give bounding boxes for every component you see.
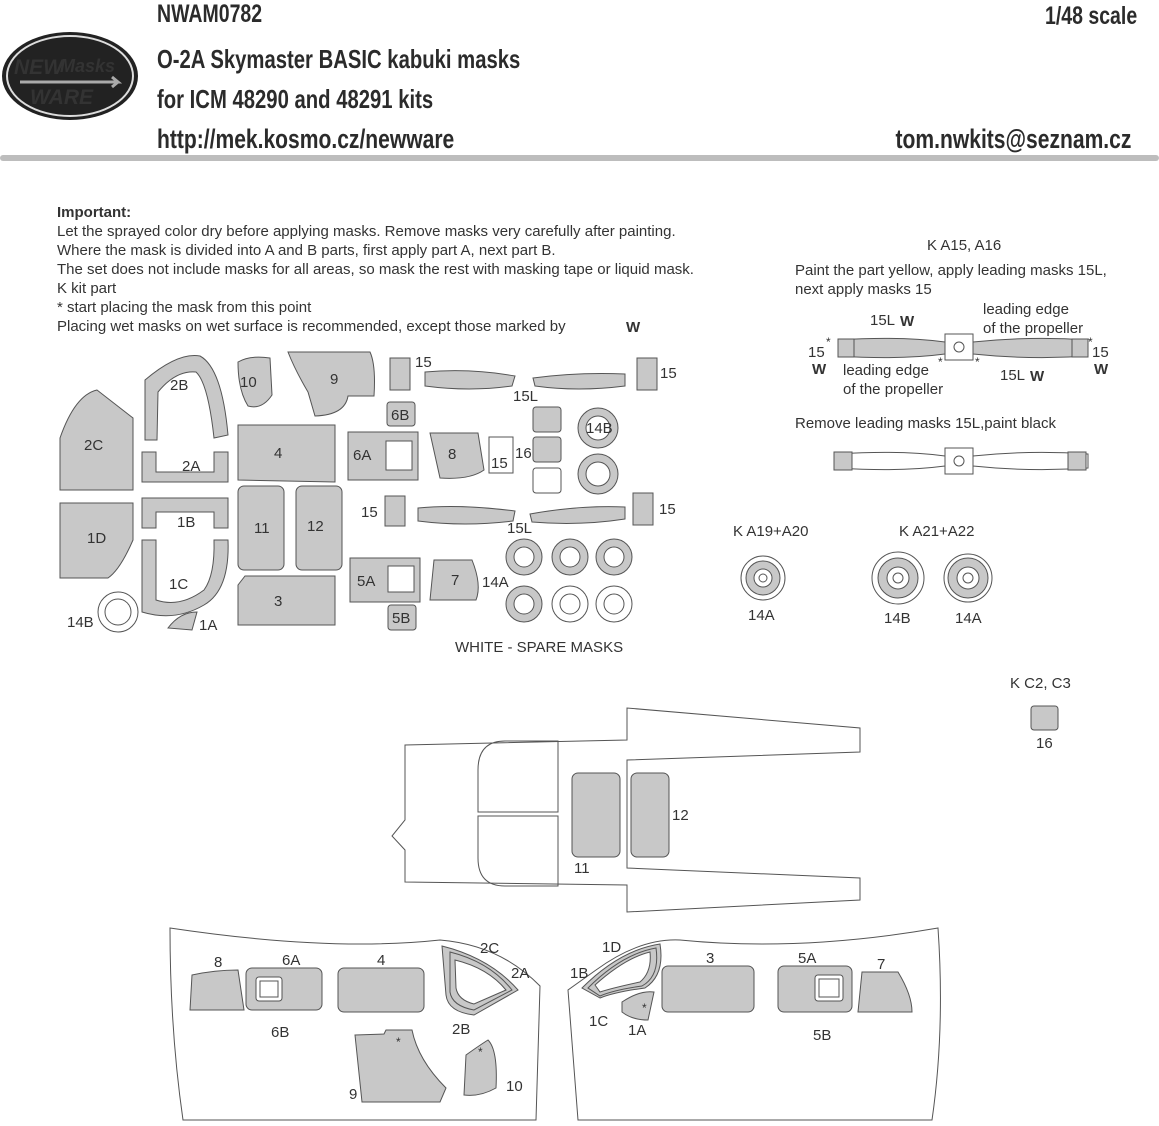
mask-label: 5A: [357, 573, 376, 590]
prop-step1b: next apply masks 15: [795, 281, 932, 298]
side-view-right: [568, 928, 940, 1120]
mask-label: 10: [240, 374, 257, 391]
prop-kit-ref: K A15, A16: [927, 237, 1002, 254]
mask-label: 15L: [507, 520, 533, 537]
mask-label: 8: [214, 954, 223, 971]
mask-label: 12: [672, 807, 689, 824]
mask-label: 6B: [391, 407, 410, 424]
mask-label: 7: [877, 956, 886, 973]
website-link[interactable]: http://mek.kosmo.cz/newware: [157, 124, 455, 154]
start-point-marker: *: [478, 1045, 483, 1059]
mask-label: 7: [451, 572, 460, 589]
mask-label: 14A: [748, 607, 775, 624]
mask-label: 15: [659, 501, 676, 518]
mask-7: [858, 972, 912, 1012]
mask-4: [338, 968, 424, 1012]
mask-label: 14B: [884, 610, 911, 627]
mask-16: [1031, 706, 1058, 730]
leading-edge-label: of the propeller: [843, 381, 944, 398]
start-point-marker: *: [1088, 335, 1093, 349]
wheel-diagram-a19: [741, 556, 785, 624]
email-link[interactable]: tom.nwkits@seznam.cz: [895, 124, 1131, 154]
mask-label: 15: [415, 354, 432, 371]
start-point-marker: *: [975, 355, 980, 369]
mask-8: [430, 433, 484, 478]
mask-label: 1D: [87, 530, 107, 547]
mask-label: 14B: [67, 614, 94, 631]
mask-label: 6B: [271, 1024, 290, 1041]
mask-label: 1C: [169, 576, 189, 593]
mask-label: 11: [574, 860, 590, 877]
leading-edge-label: of the propeller: [983, 320, 1084, 337]
mask-label: 1B: [570, 965, 589, 982]
wheel-kit-ref-b: K A21+A22: [899, 523, 975, 540]
mask-label: 15L: [513, 388, 539, 405]
mask-15l: [418, 507, 515, 524]
mask-label: 9: [349, 1086, 358, 1103]
spare-masks-label: WHITE - SPARE MASKS: [455, 639, 624, 656]
wheel-kit-ref-a: K A19+A20: [733, 523, 809, 540]
instruction-line: K kit part: [57, 280, 117, 297]
mask-label: 15: [361, 504, 378, 521]
mask-label: 2C: [84, 437, 104, 454]
fuselage-top-view: [392, 708, 860, 912]
svg-text:Masks: Masks: [60, 56, 116, 76]
mask-15: [390, 358, 410, 390]
mask-label: 8: [448, 446, 457, 463]
mask-15: [633, 493, 653, 525]
instructions-heading: Important:: [57, 204, 132, 221]
scale-label: 1/48 scale: [1044, 2, 1137, 30]
mask-15l: [530, 507, 625, 524]
mask-label: 3: [706, 950, 715, 967]
wet-marker-icon: W: [812, 361, 827, 378]
mask-label: 3: [274, 593, 283, 610]
mask-label: 14A: [955, 610, 982, 627]
mask-label: 1C: [589, 1013, 609, 1030]
mask-label: 16: [515, 445, 532, 462]
leading-edge-label: leading edge: [983, 301, 1069, 318]
mask-12: [631, 773, 669, 857]
light-kit-ref: K C2, C3: [1010, 675, 1071, 692]
svg-text:NEW: NEW: [14, 56, 63, 79]
wet-marker-icon: W: [1094, 361, 1109, 378]
product-title: O-2A Skymaster BASIC kabuki masks: [157, 44, 521, 74]
mask-15l: [425, 371, 515, 389]
start-point-marker: *: [396, 1035, 401, 1049]
mask-4: [238, 425, 335, 482]
mask-2b: [145, 356, 228, 441]
mask-label: 9: [330, 371, 339, 388]
wet-marker-icon: W: [626, 319, 641, 336]
mask-3: [238, 576, 335, 625]
mask-label: 1B: [177, 514, 196, 531]
start-point-marker: *: [826, 335, 831, 349]
mask-label: 15L: [870, 312, 896, 329]
instruction-line: Placing wet masks on wet surface is recommended, except those marked by: [57, 318, 566, 335]
instruction-line: Where the mask is divided into A and B parts, first apply part A, next part B.: [57, 242, 556, 259]
product-code: NWAM0782: [157, 0, 263, 28]
mask-15: [637, 358, 657, 390]
propeller-diagram-1: [808, 312, 1109, 385]
prop-step1: Paint the part yellow, apply leading masks 15L,: [795, 262, 1107, 279]
prop-step2: Remove leading masks 15L,paint black: [795, 415, 1056, 432]
mask-11: [572, 773, 620, 857]
mask-label: 5B: [813, 1027, 832, 1044]
wheel-diagram-a21: [872, 552, 992, 627]
mask-label: 6A: [353, 447, 372, 464]
mask-label: 14B: [586, 420, 613, 437]
propeller-diagram-2: [834, 448, 1088, 474]
mask-label: 2B: [452, 1021, 471, 1038]
mask-label: 10: [506, 1078, 523, 1095]
mask-label: 14A: [482, 574, 509, 591]
mask-label: 16: [1036, 735, 1053, 752]
mask-label: 6A: [282, 952, 301, 969]
mask-label: 15: [1092, 344, 1109, 361]
mask-label: 1A: [628, 1022, 647, 1039]
mask-label: 12: [307, 518, 324, 535]
instruction-line: Let the sprayed color dry before applying masks. Remove masks very carefully after painting.: [57, 223, 676, 240]
instruction-line: The set does not include masks for all areas, so mask the rest with masking tape or liquid mask.: [57, 261, 694, 278]
mask-16-spare: [533, 468, 561, 493]
instruction-line: * start placing the mask from this point: [57, 299, 312, 316]
mask-label: 5B: [392, 610, 411, 627]
mask-15l: [533, 374, 625, 390]
mask-label: 2A: [511, 965, 530, 982]
mask-label: 2B: [170, 377, 189, 394]
mask-8: [190, 970, 244, 1010]
mask-label: 2A: [182, 458, 201, 475]
mask-label: 1A: [199, 617, 218, 634]
mask-label: 15L: [1000, 367, 1026, 384]
mask-label: 11: [254, 520, 270, 537]
wet-marker-icon: W: [900, 313, 915, 330]
leading-edge-label: leading edge: [843, 362, 929, 379]
mask-label: 5A: [798, 950, 817, 967]
start-point-marker: *: [938, 355, 943, 369]
mask-16: [533, 407, 561, 432]
side-view-left: [170, 928, 540, 1120]
svg-text:WARE: WARE: [30, 86, 93, 109]
mask-label: 1D: [602, 939, 622, 956]
mask-label: 15: [808, 344, 825, 361]
mask-label: 4: [377, 952, 386, 969]
mask-label: 4: [274, 445, 283, 462]
mask-3: [662, 966, 754, 1012]
start-point-marker: *: [642, 1001, 647, 1015]
mask-15: [385, 496, 405, 526]
mask-label: 2C: [480, 940, 500, 957]
mask-1a: [622, 992, 654, 1020]
mask-label: 15: [660, 365, 677, 382]
product-subtitle: for ICM 48290 and 48291 kits: [157, 84, 434, 114]
mask-label: 15: [491, 455, 508, 472]
wet-marker-icon: W: [1030, 368, 1045, 385]
mask-16: [533, 437, 561, 462]
